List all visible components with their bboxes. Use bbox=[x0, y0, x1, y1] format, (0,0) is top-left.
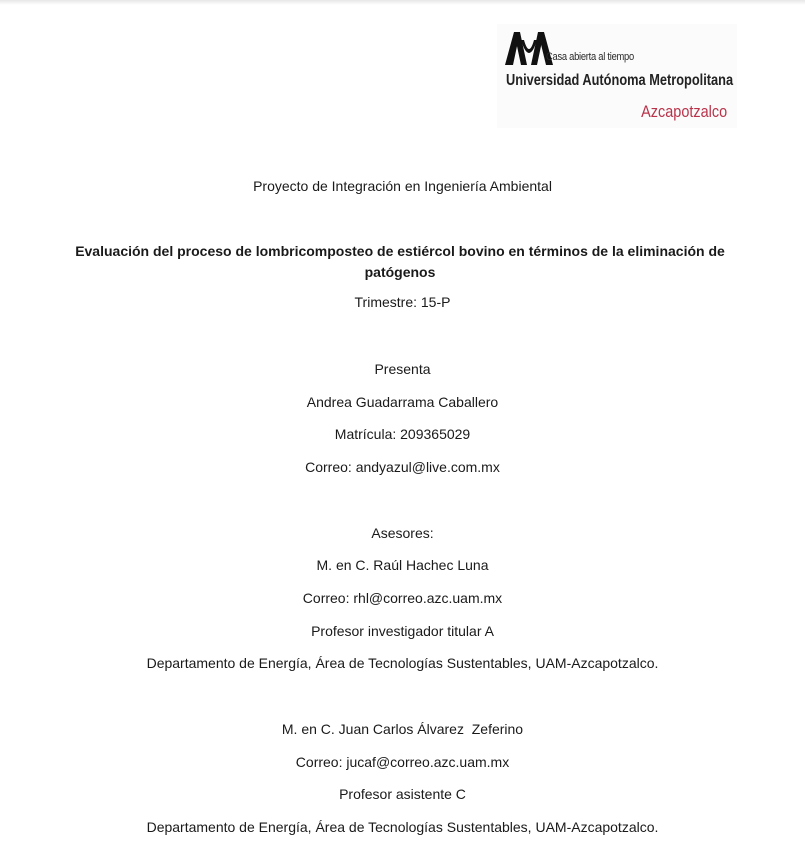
university-logo bbox=[497, 24, 737, 128]
advisor-2-department: Departamento de Energía, Área de Tecnologías Sustentables, UAM-Azcapotzalco. bbox=[146, 819, 659, 835]
presenter-id: Matrícula: 209365029 bbox=[334, 426, 471, 442]
logo-tagline: Casa abierta al tiempo bbox=[546, 51, 634, 63]
advisor-1-email: Correo: rhl@correo.azc.uam.mx bbox=[302, 590, 503, 606]
presenter-heading: Presenta bbox=[374, 361, 431, 377]
trimester: Trimestre: 15-P bbox=[354, 294, 451, 310]
presenter-email: Correo: andyazul@live.com.mx bbox=[305, 459, 500, 475]
presenter-name: Andrea Guadarrama Caballero bbox=[306, 394, 499, 410]
thesis-title: Evaluación del proceso de lombricomposteo de estiércol bovino en términos de la eliminación de patógenos bbox=[75, 243, 725, 280]
advisors-heading: Asesores: bbox=[371, 525, 434, 541]
advisor-1-department: Departamento de Energía, Área de Tecnologías Sustentables, UAM-Azcapotzalco. bbox=[146, 655, 659, 671]
project-name: Proyecto de Integración en Ingeniería Ambiental bbox=[253, 178, 552, 194]
page-top-shadow bbox=[0, 0, 805, 5]
advisor-1-position: Profesor investigador titular A bbox=[311, 623, 494, 639]
advisor-2-name: M. en C. Juan Carlos Álvarez Zeferino bbox=[281, 721, 524, 737]
campus-name: Azcapotzalco bbox=[641, 102, 727, 121]
university-name: Universidad Autónoma Metropolitana bbox=[506, 72, 734, 89]
advisor-2-position: Profesor asistente C bbox=[339, 786, 466, 802]
advisor-1-name: M. en C. Raúl Hachec Luna bbox=[316, 557, 489, 573]
advisor-2-email: Correo: jucaf@correo.azc.uam.mx bbox=[295, 754, 510, 770]
